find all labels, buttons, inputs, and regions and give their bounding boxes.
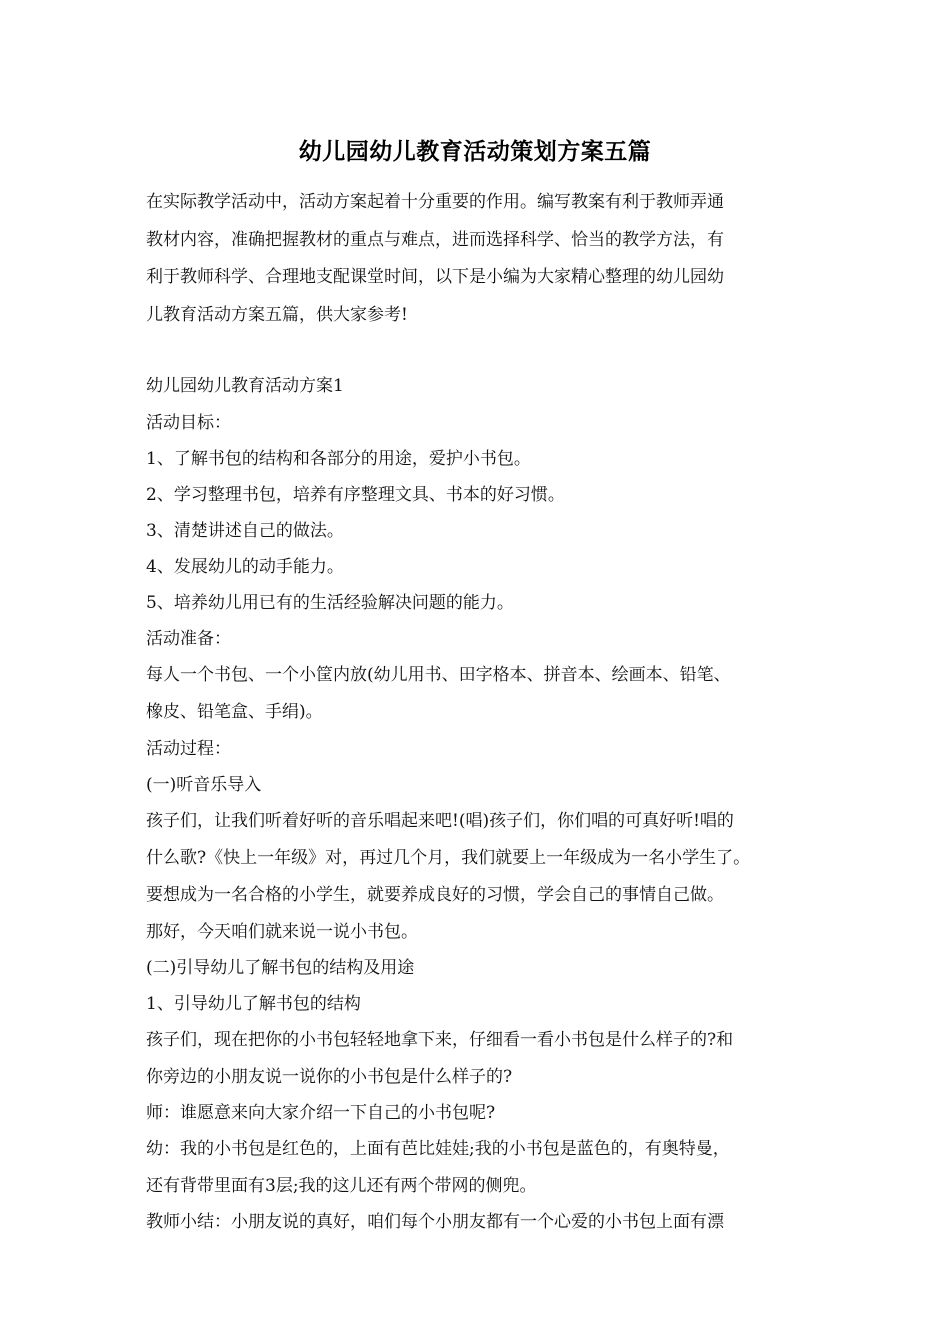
dialogue-line: 还有背带里面有3层;我的这儿还有两个带网的侧兜。 — [146, 1176, 537, 1196]
document-title: 幼儿园幼儿教育活动策划方案五篇 — [298, 138, 652, 165]
intro-line: 教材内容，准确把握教材的重点与难点，进而选择科学、恰当的教学方法，有 — [146, 229, 724, 250]
list-item: 3、清楚讲述自己的做法。 — [146, 521, 344, 541]
intro-paragraph — [146, 184, 810, 334]
list-item: 1、了解书包的结构和各部分的用途，爱护小书包。 — [146, 449, 531, 469]
list-item: 5、培养幼儿用已有的生活经验解决问题的能力。 — [146, 593, 514, 613]
paragraph-line: 教师小结：小朋友说的真好，咱们每个小朋友都有一个心爱的小书包上面有漂 — [146, 1212, 724, 1232]
dialogue-line: 师：谁愿意来向大家介绍一下自己的小书包呢? — [146, 1103, 496, 1123]
paragraph-line: 橡皮、铅笔盒、手绢)。 — [146, 702, 323, 722]
paragraph-line: 你旁边的小朋友说一说你的小书包是什么样子的? — [146, 1067, 513, 1087]
paragraph-line: 要想成为一名合格的小学生，就要养成良好的习惯，学会自己的事情自己做。 — [146, 885, 724, 905]
step-heading: (二)引导幼儿了解书包的结构及用途 — [146, 958, 415, 978]
subheading-goals: 活动目标： — [146, 413, 231, 433]
list-item: 2、学习整理书包，培养有序整理文具、书本的好习惯。 — [146, 485, 565, 505]
step-subheading: 1、引导幼儿了解书包的结构 — [146, 994, 361, 1014]
intro-line: 儿教育活动方案五篇，供大家参考! — [146, 304, 408, 325]
paragraph-line: 孩子们，让我们听着好听的音乐唱起来吧!(唱)孩子们，你们唱的可真好听!唱的 — [146, 811, 734, 831]
subheading-process: 活动过程： — [146, 739, 231, 759]
dialogue-line: 幼：我的小书包是红色的，上面有芭比娃娃;我的小书包是蓝色的，有奥特曼， — [146, 1139, 730, 1159]
intro-line: 利于教师科学、合理地支配课堂时间，以下是小编为大家精心整理的幼儿园幼 — [146, 267, 724, 287]
paragraph-line: 那好，今天咱们就来说一说小书包。 — [146, 922, 418, 942]
intro-line: 在实际教学活动中，活动方案起着十分重要的作用。编写教案有利于教师弄通 — [146, 192, 724, 212]
document-body — [146, 368, 826, 1241]
list-item: 4、发展幼儿的动手能力。 — [146, 557, 344, 577]
section-heading: 幼儿园幼儿教育活动方案1 — [146, 376, 344, 396]
step-heading: (一)听音乐导入 — [146, 775, 262, 795]
subheading-preparation: 活动准备： — [146, 629, 231, 649]
paragraph-line: 每人一个书包、一个小筐内放(幼儿用书、田字格本、拼音本、绘画本、铅笔、 — [146, 665, 731, 685]
paragraph-line: 什么歌?《快上一年级》对，再过几个月，我们就要上一年级成为一名小学生了。 — [146, 848, 751, 868]
paragraph-line: 孩子们，现在把你的小书包轻轻地拿下来，仔细看一看小书包是什么样子的?和 — [146, 1030, 734, 1050]
